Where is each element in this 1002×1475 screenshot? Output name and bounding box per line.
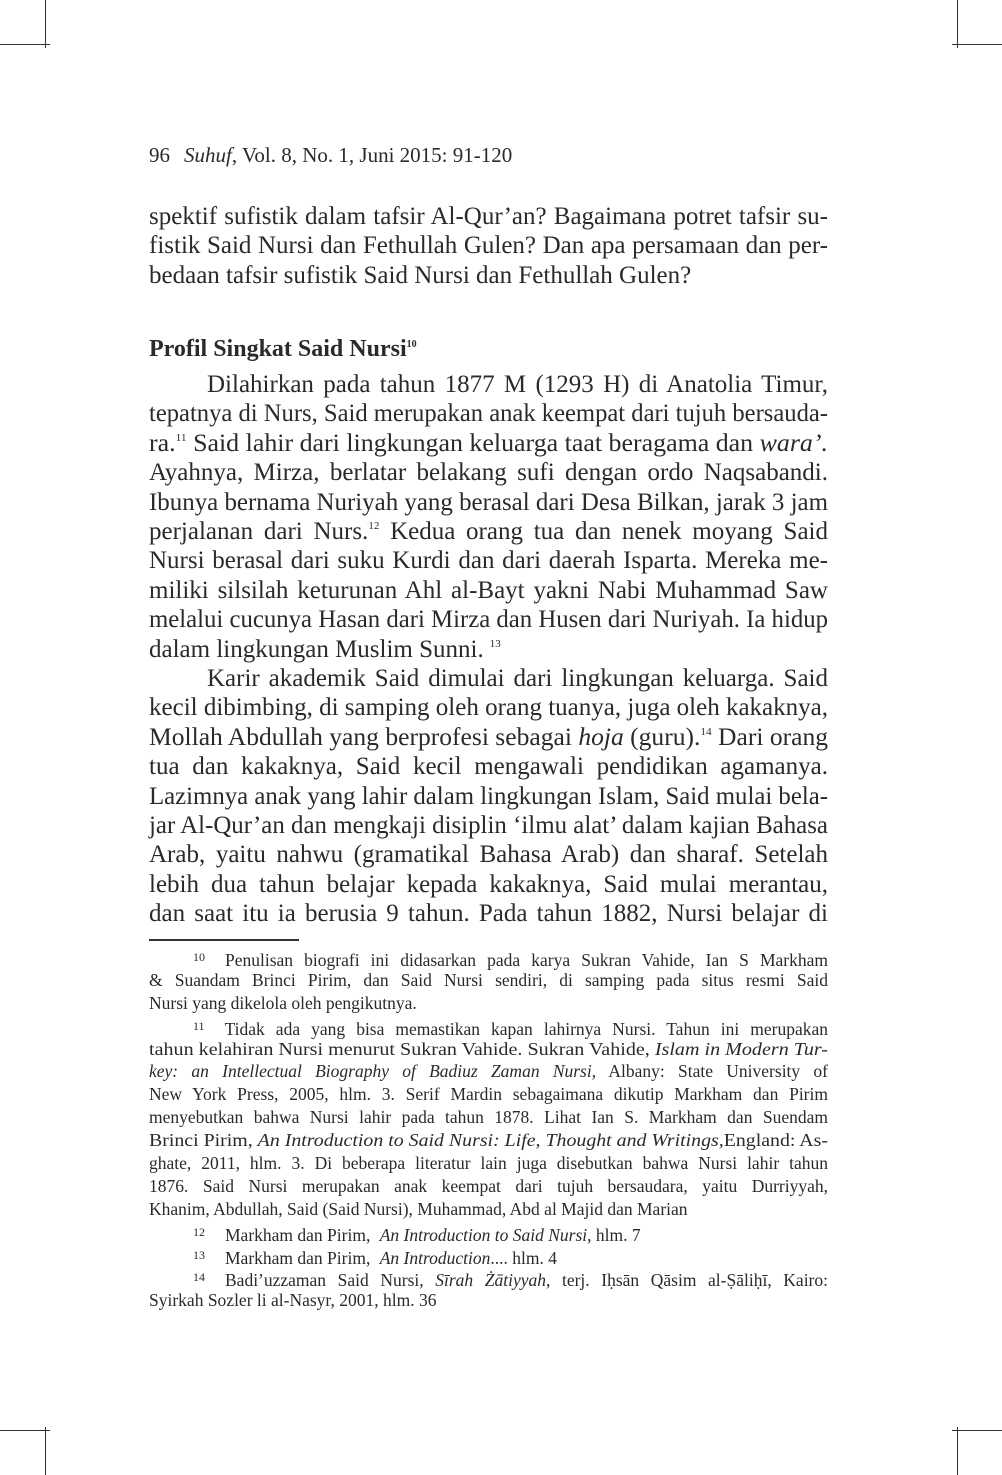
- footnote-line: Khanim, Abdullah, Said (Said Nursi), Muhammad, Abd al Majid dan Marian: [149, 1198, 688, 1219]
- text-line: tepatnya di Nurs, Said merupakan anak keempat dari tujuh bersauda-: [149, 400, 828, 428]
- footnote-line: ghate, 2011, hlm. 3. Di beberapa literatur lain juga disebutkan bahwa Nursi lahir tahun: [149, 1153, 828, 1174]
- text-line: perjalanan dari Nurs.$^{12}$ Kedua orang tua dan nenek moyang Said: [149, 517, 828, 545]
- text-line: Ayahnya, Mirza, berlatar belakang sufi dengan ordo Naqsabandi.: [149, 459, 828, 487]
- text-line: spektif sufistik dalam tafsir Al-Qur’an? Bagaimana potret tafsir su-: [149, 203, 828, 230]
- footnote-line: Syirkah Sozler li al-Nasyr, 2001, hlm. 36: [149, 1290, 437, 1311]
- text-line: Nursi berasal dari suku Kurdi dan dari daerah Isparta. Mereka me-: [149, 547, 828, 575]
- text-line: dan saat itu ia berusia 9 tahun. Pada tahun 1882, Nursi belajar di: [149, 900, 828, 928]
- running-header: [149, 143, 512, 168]
- text-line: dalam lingkungan Muslim Sunni. $^{13}$: [149, 635, 501, 663]
- text-line: bedaan tafsir sufistik Said Nursi dan Fethullah Gulen?: [149, 261, 692, 289]
- footnote-12: [149, 1221, 828, 1244]
- text-line: Mollah Abdullah yang berprofesi sebagai hoja (guru).$^{14}$ Dari orang: [149, 723, 828, 751]
- footnote-line: $^{11}$ Tidak ada yang bisa memastikan kapan lahirnya Nursi. Tahun ini merupakan: [193, 1018, 828, 1039]
- footnote-line: Brinci Pirim, An Introduction to Said Nursi: Life, Thought and Writings,England: As-: [149, 1130, 828, 1151]
- paragraph-2: [149, 664, 828, 929]
- footnotes: [149, 946, 828, 1312]
- section-heading: Profil Singkat Said Nursi$^{10}$: [149, 336, 417, 362]
- text-line: Karir akademik Said dimulai dari lingkungan keluarga. Said: [207, 665, 828, 692]
- footnote-line: $^{13}$ Markham dan Pirim, An Introduction.... hlm. 4: [193, 1247, 557, 1268]
- footnote-line: New York Press, 2005, hlm. 3. Serif Mardin sebagaimana dikutip Markham dan Pirim: [149, 1084, 828, 1105]
- footnote-ref: 12: [368, 519, 380, 532]
- footnote-ref: 13: [489, 637, 501, 650]
- crop-mark: [957, 0, 958, 48]
- journal-citation: , Vol. 8, No. 1, Juni 2015: 91-120: [231, 143, 513, 167]
- footnote-ref: 11: [175, 431, 187, 444]
- footnote-ref: 10: [406, 339, 417, 350]
- text-line: jar Al-Qur’an dan mengkaji disiplin ‘ilmu alat’ dalam kajian Bahasa: [149, 811, 828, 839]
- footnote-line: menyebutkan bahwa Nursi lahir pada tahun 1878. Lihat Ian S. Markham dan Suendam: [149, 1107, 828, 1128]
- footnote-divider: [149, 939, 299, 941]
- text-line: Arab, yaitu nahwu (gramatikal Bahasa Arab) dan sharaf. Setelah: [149, 841, 828, 869]
- text-line: kecil dibimbing, di samping oleh orang tuanya, juga oleh kakaknya,: [149, 694, 828, 722]
- text-line: lebih dua tahun belajar kepada kakaknya, Said mulai merantau,: [149, 870, 828, 898]
- footnote-line: tahun kelahiran Nursi menurut Sukran Vahide. Sukran Vahide, Islam in Modern Tur-: [149, 1038, 828, 1059]
- text-line: Ibunya bernama Nuriyah yang berasal dari Desa Bilkan, jarak 3 jam: [149, 488, 828, 516]
- crop-mark: [45, 0, 46, 48]
- footnote-14: [149, 1266, 828, 1312]
- paragraph-1: [149, 370, 828, 664]
- footnote-line: Nursi yang dikelola oleh pengikutnya.: [149, 992, 417, 1013]
- footnote-line: & Suandam Brinci Pirim, dan Said Nursi sendiri, di samping pada situs resmi Said: [149, 969, 828, 990]
- text-line: Lazimnya anak yang lahir dalam lingkungan Islam, Said mulai bela-: [149, 782, 828, 810]
- footnote-11: [149, 1015, 828, 1221]
- footnote-13: [149, 1244, 828, 1267]
- intro-paragraph: [149, 202, 828, 290]
- crop-mark: [952, 1430, 1002, 1431]
- footnote-ref: 14: [700, 725, 712, 738]
- footnote-line: $^{12}$ Markham dan Pirim, An Introduction to Said Nursi, hlm. 7: [193, 1224, 641, 1245]
- crop-mark: [957, 1427, 958, 1475]
- footnote-line: $^{14}$ Badi’uzzaman Said Nursi, Sīrah Żātiyyah, terj. Iḥsān Qāsim al-Ṣāliḥī, Kairo:: [193, 1270, 828, 1291]
- text-line: melalui cucunya Hasan dari Mirza dan Husen dari Nuriyah. Ia hidup: [149, 606, 828, 634]
- footnote-line: 1876. Said Nursi merupakan anak keempat dari tujuh bersaudara, yaitu Durriyyah,: [149, 1175, 828, 1196]
- text-line: tua dan kakaknya, Said kecil mengawali pendidikan agamanya.: [149, 753, 828, 781]
- text-line: ra.$^{11}$ Said lahir dari lingkungan keluarga taat beragama dan wara’.: [149, 429, 828, 457]
- footnote-line: key: an Intellectual Biography of Badiuz Zaman Nursi, Albany: State University of: [149, 1061, 828, 1082]
- text-line: fistik Said Nursi dan Fethullah Gulen? Dan apa persamaan dan per-: [149, 232, 828, 260]
- journal-name: Suhuf: [184, 143, 232, 167]
- crop-mark: [0, 44, 50, 45]
- page-number: 96: [149, 143, 170, 167]
- crop-mark: [952, 44, 1002, 45]
- crop-mark: [45, 1427, 46, 1475]
- crop-mark: [0, 1430, 50, 1431]
- footnote-10: [149, 946, 828, 1015]
- text-line: miliki silsilah keturunan Ahl al-Bayt yakni Nabi Muhammad Saw: [149, 576, 828, 604]
- text-line: Dilahirkan pada tahun 1877 M (1293 H) di Anatolia Timur,: [207, 371, 828, 398]
- footnote-line: $^{10}$ Penulisan biografi ini didasarkan pada karya Sukran Vahide, Ian S Markham: [193, 950, 828, 970]
